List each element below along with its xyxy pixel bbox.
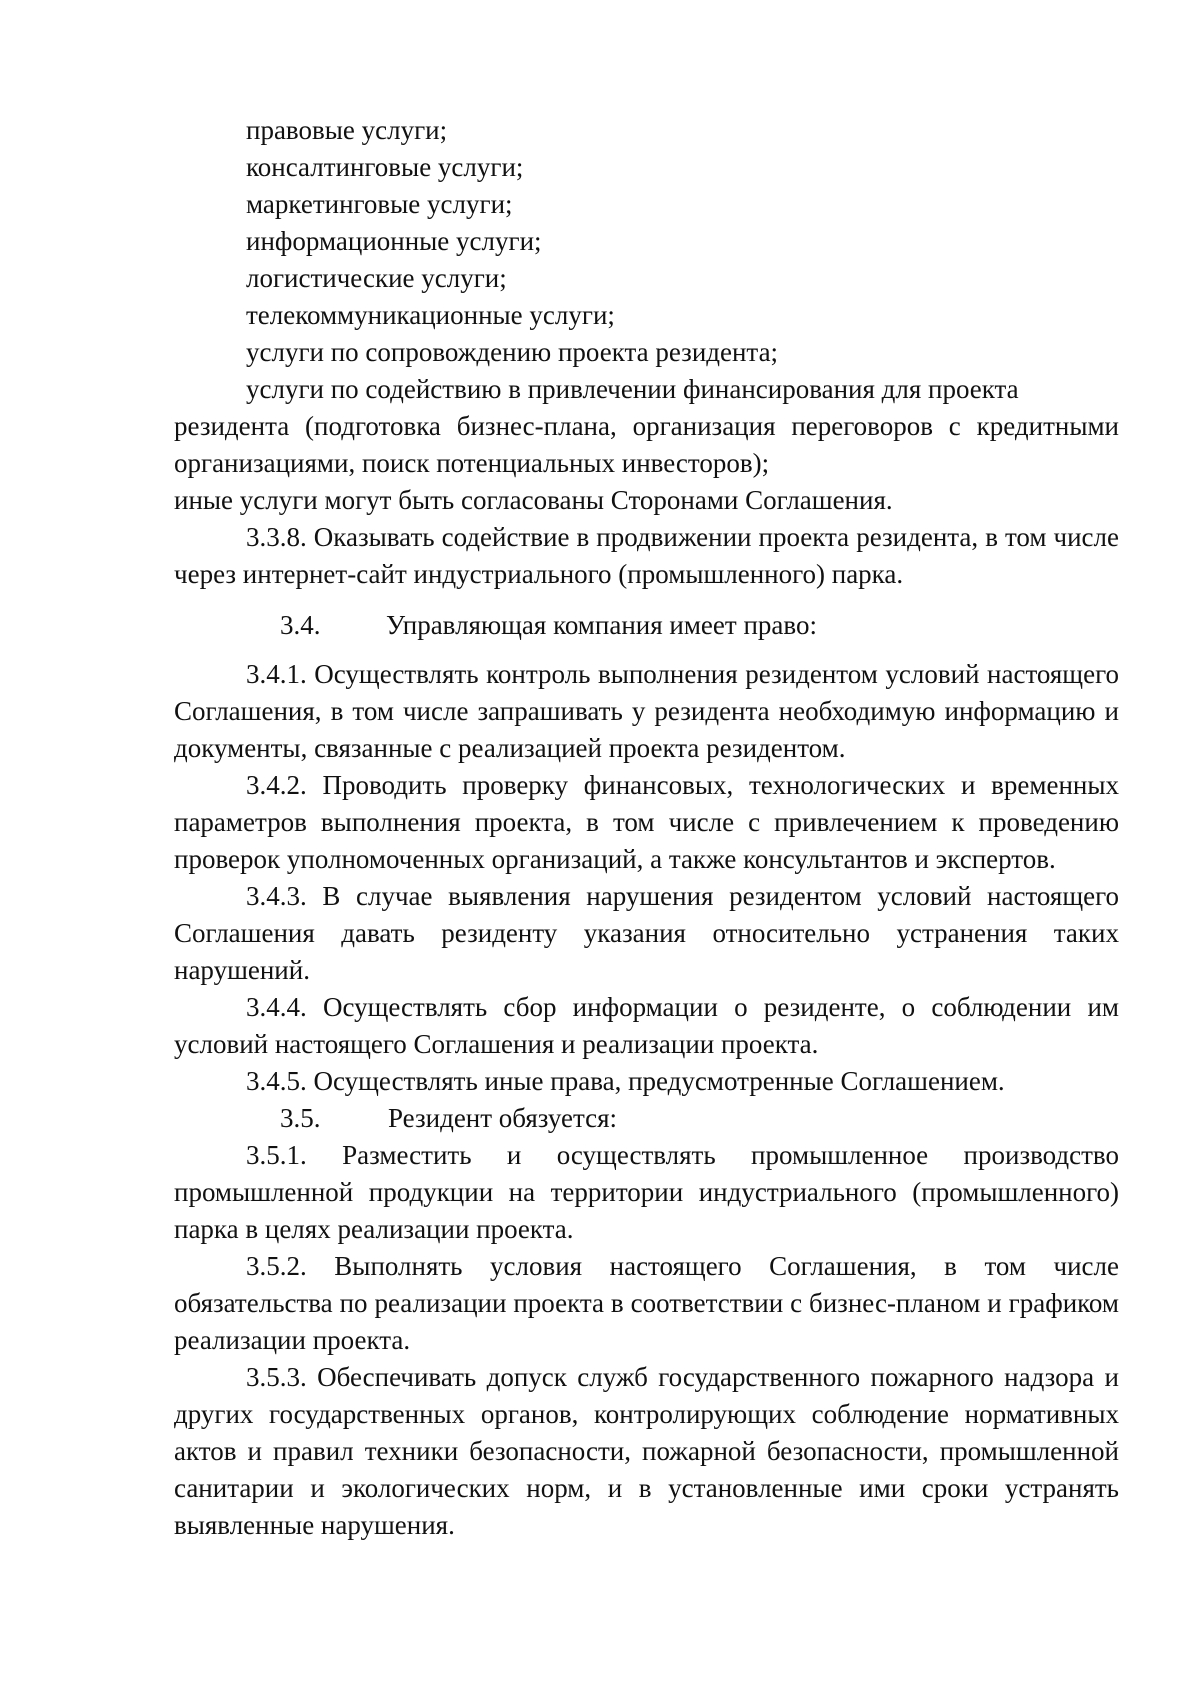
paragraph-3-4-2: 3.4.2. Проводить проверку финансовых, технологических и временных параметров выполнения проекта, в том числе с привлечением к проведению проверок уполномоченных организаций, а также консультантов и экспертов. <box>174 770 1119 874</box>
paragraph-3-4-3: 3.4.3. В случае выявления нарушения резидентом условий настоящего Соглашения давать резиденту указания относительно устранения таких нарушений. <box>174 881 1119 985</box>
section-heading-3-4 <box>174 607 1119 644</box>
paragraph-3-5-2: 3.5.2. Выполнять условия настоящего Соглашения, в том числе обязательства по реализации проекта в соответствии с бизнес-планом и графиком реализации проекта. <box>174 1251 1119 1355</box>
list-item: логистические услуги; <box>246 263 507 293</box>
section-number: 3.5. <box>280 1103 321 1133</box>
paragraph-3-4-5: 3.4.5. Осуществлять иные права, предусмотренные Соглашением. <box>246 1066 1005 1096</box>
paragraph-3-4-4: 3.4.4. Осуществлять сбор информации о резиденте, о соблюдении им условий настоящего Соглашения и реализации проекта. <box>174 992 1119 1059</box>
document-body <box>174 112 1119 1544</box>
list-item: телекоммуникационные услуги; <box>246 300 615 330</box>
paragraph-3-4-1: 3.4.1. Осуществлять контроль выполнения резидентом условий настоящего Соглашения, в том числе запрашивать у резидента необходимую информацию и документы, связанные с реализацией проекта резидентом. <box>174 659 1119 763</box>
section-heading-3-5 <box>174 1100 1119 1137</box>
paragraph-3-5-3: 3.5.3. Обеспечивать допуск служб государственного пожарного надзора и других государственных органов, контролирующих соблюдение нормативных актов и правил техники безопасности, пожарной безопасности, промышленной санитарии и экологических норм, и в установленные ими сроки устранять выявленные нарушения. <box>174 1362 1119 1540</box>
list-item: информационные услуги; <box>246 226 542 256</box>
section-title: Резидент обязуется: <box>388 1103 618 1133</box>
other-services-line: иные услуги могут быть согласованы Сторонами Соглашения. <box>174 485 893 515</box>
funding-item-intro: услуги по содействию в привлечении финансирования для проекта <box>246 374 1019 404</box>
paragraph-3-5-1: 3.5.1. Разместить и осуществлять промышленное производство промышленной продукции на территории индустриального (промышленного) парка в целях реализации проекта. <box>174 1140 1119 1244</box>
paragraph-3-3-8: 3.3.8. Оказывать содействие в продвижении проекта резидента, в том числе через интернет-сайт индустриального (промышленного) парка. <box>174 522 1119 589</box>
list-item: маркетинговые услуги; <box>246 189 513 219</box>
section-title: Управляющая компания имеет право: <box>386 610 817 640</box>
funding-item-continuation: резидента (подготовка бизнес-плана, организация переговоров с кредитными организациями, поиск потенциальных инвесторов); <box>174 411 1119 478</box>
list-item: услуги по сопровождению проекта резидента; <box>246 337 779 367</box>
section-number: 3.4. <box>280 610 321 640</box>
list-item: правовые услуги; <box>246 115 448 145</box>
list-item: консалтинговые услуги; <box>246 152 524 182</box>
